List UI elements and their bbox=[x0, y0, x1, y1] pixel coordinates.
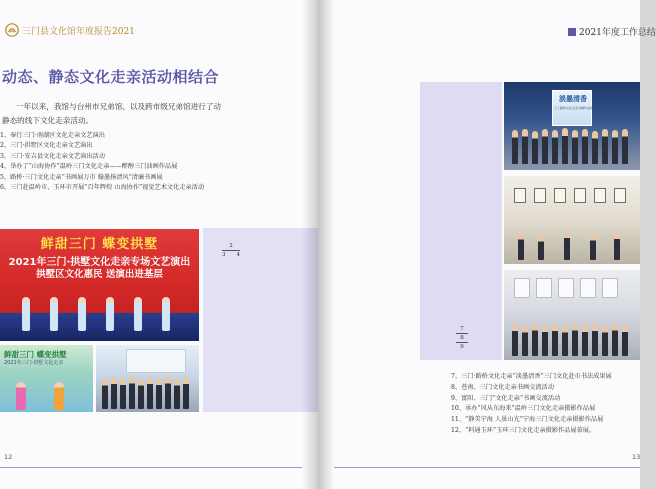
person-figure bbox=[612, 323, 618, 356]
section-heading: 动态、静态文化走亲活动相结合 bbox=[2, 68, 220, 86]
person-figure bbox=[174, 379, 180, 409]
person-figure bbox=[532, 323, 538, 356]
person-figure bbox=[602, 326, 608, 356]
right-page bbox=[318, 0, 656, 489]
list-item: 7、三门·路桥文化走亲“淡墨清香”三门文化赴市书法成果展 bbox=[451, 373, 612, 380]
list-item: 11、“静美宁海 人景山光”宁海三门文化走亲摄影作品展 bbox=[451, 416, 604, 424]
exhibit-panel bbox=[536, 278, 552, 298]
list-item: 9、富阳、三门“文化走亲”书画交流活动 bbox=[451, 394, 561, 402]
person-figure bbox=[102, 379, 108, 409]
list-item: 12、“料通玉环”玉环三门文化走亲摄影作品展慕展。 bbox=[451, 426, 596, 434]
dancer-figure bbox=[162, 297, 170, 331]
dancer-figure bbox=[134, 297, 142, 331]
header-title: 三门县文化馆年度报告2021 bbox=[22, 27, 135, 37]
exchange-meeting-photo bbox=[504, 176, 640, 264]
person-figure bbox=[582, 129, 588, 164]
person-figure bbox=[572, 130, 578, 164]
list-item: 10、承办“风从东海来”温岭三门文化走亲摄影作品展 bbox=[451, 405, 596, 413]
framed-artwork bbox=[554, 188, 566, 203]
framed-artwork bbox=[534, 188, 546, 203]
person-figure bbox=[602, 129, 608, 164]
list-item: 1、奉行三门·南湖区文化走亲文艺演出 bbox=[0, 132, 105, 139]
framed-artwork bbox=[514, 188, 526, 203]
performers-photo bbox=[0, 345, 93, 412]
list-item: 2、三门·拱墅区文化走亲文艺演出 bbox=[0, 142, 93, 150]
person-figure bbox=[165, 376, 171, 409]
footer-rule bbox=[334, 467, 640, 468]
person-figure bbox=[111, 377, 117, 409]
person-figure bbox=[138, 379, 144, 409]
banner-event-subtitle: 拱墅区文化惠民 送演出进基层 bbox=[36, 269, 163, 280]
list-item: 3、三门·安吉县文化走亲文艺演出活动 bbox=[0, 152, 105, 160]
lavender-layout-block bbox=[420, 82, 502, 360]
person-figure bbox=[522, 129, 528, 164]
grid-index-number: 9 bbox=[460, 344, 464, 350]
list-item: 6、三门赴温岭市、玉环市开展“百年辉煌 山海协作”视觉艺术文化走亲活动 bbox=[0, 184, 205, 192]
header-square-icon bbox=[568, 28, 576, 36]
performer-figure bbox=[16, 382, 26, 410]
grid-index-number: 7 bbox=[456, 325, 468, 334]
exhibit-panel bbox=[602, 278, 618, 298]
person-figure bbox=[552, 324, 558, 356]
dancer-figure bbox=[106, 297, 114, 331]
list-item: 5、路桥·三门文化走亲“书画展万市 翰墨扬清风”清廉书画展 bbox=[0, 173, 163, 181]
left-page bbox=[0, 0, 318, 489]
grid-index-number: 3 bbox=[222, 252, 226, 258]
person-figure bbox=[147, 377, 153, 409]
person-figure bbox=[614, 233, 620, 260]
person-figure bbox=[564, 232, 570, 260]
footer-rule bbox=[0, 467, 302, 468]
person-figure bbox=[512, 324, 518, 356]
person-figure bbox=[612, 130, 618, 164]
person-figure bbox=[542, 325, 548, 356]
person-figure bbox=[582, 325, 588, 356]
person-figure bbox=[156, 378, 162, 409]
dancer-figure bbox=[22, 297, 30, 331]
activity-list-left bbox=[0, 131, 220, 193]
banner-slogan: 鲜甜三门 蝶变拱墅 bbox=[40, 237, 159, 252]
gallery-group-photo bbox=[504, 270, 640, 360]
grid-index-number: 8 bbox=[456, 334, 468, 343]
person-figure bbox=[183, 377, 189, 409]
person-figure bbox=[572, 323, 578, 356]
person-figure bbox=[592, 324, 598, 356]
person-figure bbox=[552, 130, 558, 164]
backdrop-board bbox=[126, 349, 186, 373]
person-figure bbox=[622, 129, 628, 164]
list-item: 8、苍南、三门文化走亲书画交流活动 bbox=[451, 383, 554, 391]
person-figure bbox=[522, 326, 528, 356]
framed-artwork bbox=[594, 188, 606, 203]
banner-event-title: 2021年三门·拱墅文化走亲专场文艺演出 bbox=[8, 257, 191, 268]
person-figure bbox=[538, 236, 544, 260]
grid-index-number: 4 bbox=[236, 252, 240, 258]
exhibit-panel bbox=[558, 278, 574, 298]
framed-artwork bbox=[574, 188, 586, 203]
exhibit-panel bbox=[580, 278, 596, 298]
person-figure bbox=[562, 128, 568, 164]
perf-banner-subtitle: 2021年三门·拱墅文化走亲 bbox=[4, 360, 64, 366]
exhibition-poster bbox=[552, 90, 592, 126]
activity-list-right bbox=[451, 372, 640, 437]
person-figure bbox=[622, 325, 628, 356]
poster-subtitle: 三门·路桥文化走亲书画作品展 bbox=[553, 106, 593, 110]
page-number: 12 bbox=[4, 453, 13, 461]
person-figure bbox=[518, 234, 524, 260]
person-figure bbox=[532, 131, 538, 164]
person-figure bbox=[129, 376, 135, 409]
group-photo bbox=[96, 345, 199, 412]
stage-performance-photo bbox=[0, 229, 199, 341]
culture-center-logo-icon bbox=[5, 23, 19, 37]
photo-grid-index bbox=[222, 242, 240, 259]
photo-grid-index bbox=[456, 325, 468, 351]
perf-banner-title: 鲜甜三门 蝶变拱墅 bbox=[4, 350, 67, 359]
person-figure bbox=[542, 129, 548, 164]
performer-figure bbox=[54, 382, 64, 410]
person-figure bbox=[120, 378, 126, 409]
person-figure bbox=[592, 131, 598, 164]
person-figure bbox=[512, 130, 518, 164]
person-figure bbox=[562, 326, 568, 356]
header-title: 2021年度工作总结 bbox=[579, 28, 656, 38]
grid-index-number: 2 bbox=[222, 242, 240, 251]
list-item: 4、举办了“山海协作”温岭三门文化走亲——醉醇三门油画作品展 bbox=[0, 163, 178, 171]
framed-artwork bbox=[614, 188, 626, 203]
exhibit-panel bbox=[514, 278, 530, 298]
intro-paragraph: 一年以来，我馆与台州市兄弟馆、以及跨市级兄弟馆进行了动静态的线下文化走亲活动。 bbox=[2, 102, 222, 125]
exhibition-group-photo bbox=[504, 82, 640, 170]
poster-title: 淡墨清香 bbox=[559, 95, 587, 103]
person-figure bbox=[590, 235, 596, 260]
dancer-figure bbox=[50, 297, 58, 331]
dancer-figure bbox=[78, 297, 86, 331]
page-number: 13 bbox=[632, 453, 641, 461]
